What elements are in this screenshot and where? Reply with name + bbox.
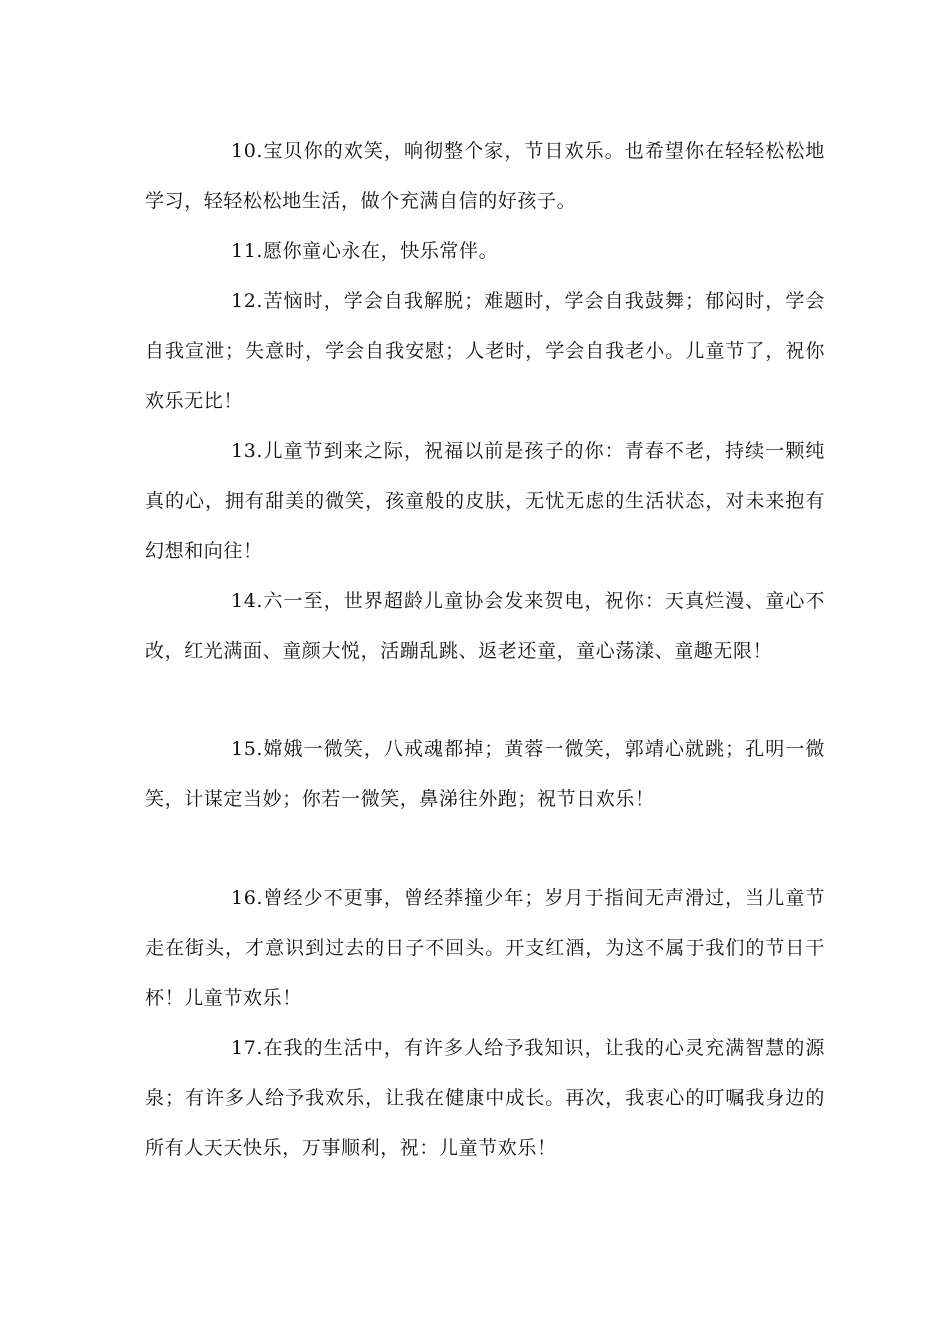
paragraph-12: 12.苦恼时，学会自我解脱；难题时，学会自我鼓舞；郁闷时，学会自我宣泄；失意时，学会自我安慰；人老时，学会自我老小。儿童节了，祝你欢乐无比！ xyxy=(145,290,825,412)
paragraph-15: 15.嫦娥一微笑，八戒魂都掉；黄蓉一微笑，郭靖心就跳；孔明一微笑，计谋定当妙；你若一微笑，鼻涕往外跑；祝节日欢乐！ xyxy=(145,738,825,810)
paragraph-16: 16.曾经少不更事，曾经莽撞少年；岁月于指间无声滑过，当儿童节走在街头，才意识到过去的日子不回头。开支红酒，为这不属于我们的节日干杯！儿童节欢乐！ xyxy=(145,887,825,1009)
paragraph-10: 10.宝贝你的欢笑，响彻整个家，节日欢乐。也希望你在轻轻松松地学习，轻轻松松地生活，做个充满自信的好孩子。 xyxy=(145,140,825,212)
paragraph-13: 13.儿童节到来之际，祝福以前是孩子的你：青春不老，持续一颗纯真的心，拥有甜美的微笑，孩童般的皮肤，无忧无虑的生活状态，对未来抱有幻想和向往！ xyxy=(145,440,825,562)
paragraph-14: 14.六一至，世界超龄儿童协会发来贺电，祝你：天真烂漫、童心不改，红光满面、童颜大悦，活蹦乱跳、返老还童，童心荡漾、童趣无限！ xyxy=(145,590,825,662)
paragraph-11: 11.愿你童心永在，快乐常伴。 xyxy=(231,240,499,262)
paragraph-17: 17.在我的生活中，有许多人给予我知识，让我的心灵充满智慧的源泉；有许多人给予我欢乐，让我在健康中成长。再次，我衷心的叮嘱我身边的所有人天天快乐，万事顺利，祝：儿童节欢乐！ xyxy=(145,1037,825,1159)
